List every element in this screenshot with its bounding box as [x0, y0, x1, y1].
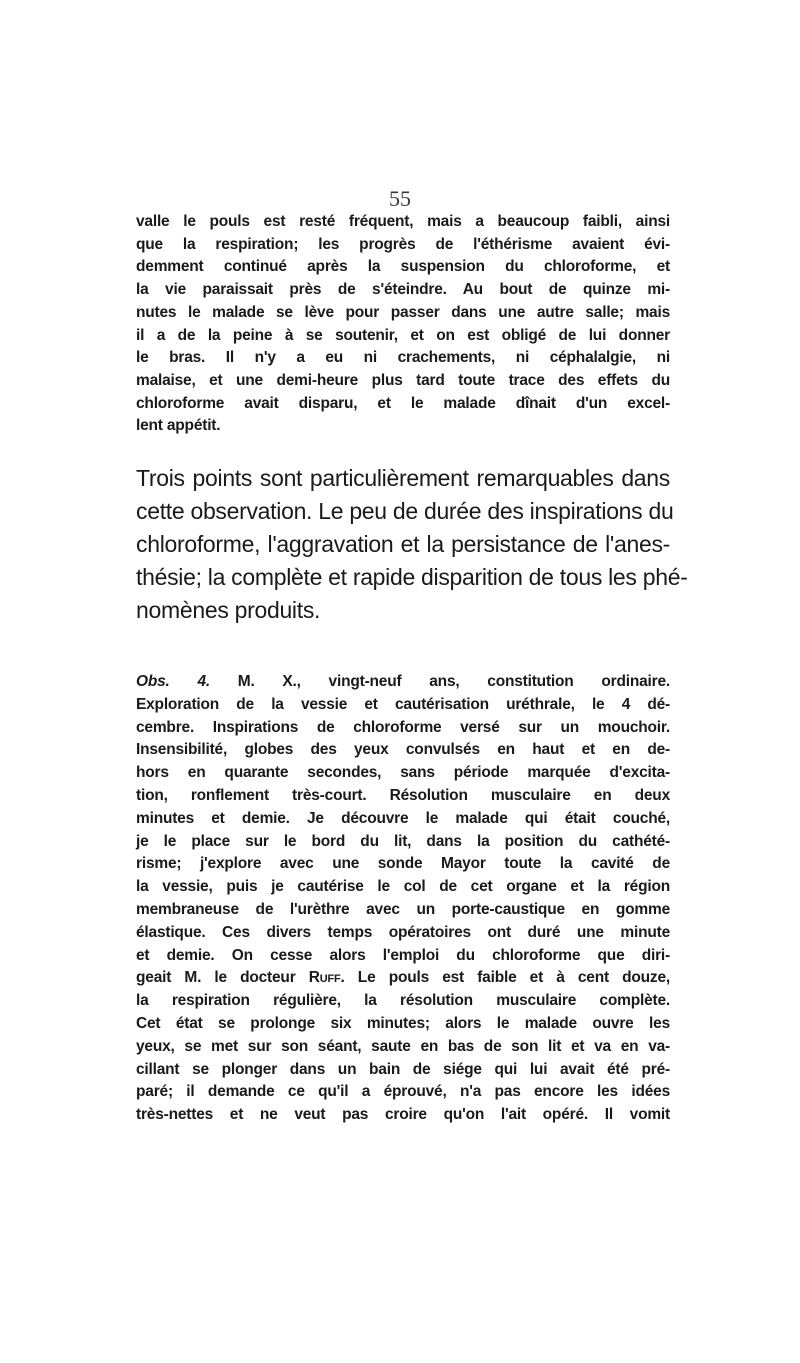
page-number: 55: [389, 186, 411, 211]
text-line: cillant se plonger dans un bain de siége qui lui avait été pré-: [136, 1060, 670, 1078]
text-line: yeux, se met sur son séant, saute en bas de son lit et va en va-: [136, 1037, 670, 1055]
text-line: et demie. On cesse alors l'emploi du chloroforme que diri-: [136, 946, 670, 964]
text-line: Insensibilité, globes des yeux convulsés en haut et en de-: [136, 741, 670, 759]
text-line: malaise, et une demi-heure plus tard toute trace des effets du: [136, 371, 670, 389]
text-line: [136, 967, 670, 990]
doctor-line-start: geait M. le docteur: [136, 969, 309, 987]
text-line: nutes le malade se lève pour passer dans une autre salle; mais: [136, 303, 670, 321]
text-line: valle le pouls est resté fréquent, mais a beaucoup faibli, ainsi: [136, 213, 670, 230]
text-line: lent appétit.: [136, 417, 221, 435]
text-line: hors en quarante secondes, sans période marquée d'excita-: [136, 764, 670, 782]
text-line: il a de la peine à se soutenir, et on est obligé de lui donner: [136, 326, 670, 344]
observation-intro: M. X., vingt-neuf ans, constitution ordinaire.: [209, 673, 670, 690]
text-line: très-nettes et ne veut pas croire qu'on l'ait opéré. Il vomit: [136, 1106, 670, 1124]
text-line: risme; j'explore avec une sonde Mayor toute la cavité de: [136, 855, 670, 873]
paragraph-case-conclusion: [136, 211, 670, 438]
text-line: [136, 671, 670, 694]
text-line: Cet état se prolonge six minutes; alors le malade ouvre les: [136, 1014, 670, 1032]
text-line: cembre. Inspirations de chloroforme versé sur un mouchoir.: [136, 718, 670, 736]
text-line: le bras. Il n'y a eu ni crachements, ni céphalalgie, ni: [136, 349, 670, 367]
text-line: élastique. Ces divers temps opératoires ont duré une minute: [136, 923, 670, 941]
text-line: nomènes produits.: [136, 597, 321, 623]
paragraph-remarks: [136, 462, 688, 627]
text-line: je le place sur le bord du lit, dans la position du cathété-: [136, 832, 670, 850]
doctor-line-end: . Le pouls est faible et à cent douze,: [340, 969, 670, 987]
text-line: la vessie, puis je cautérise le col de cet organe et la région: [136, 878, 670, 896]
text-line: la vie paraissait près de s'éteindre. Au bout de quinze mi-: [136, 281, 670, 299]
doctor-name: Ruff: [308, 969, 341, 987]
text-line: minutes et demie. Je découvre le malade qui était couché,: [136, 809, 670, 827]
text-line: thésie; la complète et rapide disparition de tous les phé-: [136, 564, 688, 590]
text-line: Trois points sont particulièrement remarquables dans: [136, 465, 670, 491]
observation-label: Obs. 4.: [136, 673, 210, 690]
text-line: tion, ronflement très-court. Résolution musculaire en deux: [136, 786, 670, 804]
text-line: que la respiration; les progrès de l'éthérisme avaient évi-: [136, 235, 670, 253]
text-line: chloroforme, l'aggravation et la persistance de l'anes-: [136, 531, 670, 557]
text-line: Exploration de la vessie et cautérisation uréthrale, le 4 dé-: [136, 695, 670, 713]
text-line: chloroforme avait disparu, et le malade dînait d'un excel-: [136, 394, 670, 412]
text-line: paré; il demande ce qu'il a éprouvé, n'a pas encore les idées: [136, 1083, 670, 1101]
text-line: demment continué après la suspension du chloroforme, et: [136, 258, 670, 276]
paragraph-observation-4: [136, 671, 670, 1127]
text-line: cette observation. Le peu de durée des inspirations du: [136, 498, 674, 524]
text-line: la respiration régulière, la résolution musculaire complète.: [136, 992, 670, 1010]
text-line: membraneuse de l'urèthre avec un porte-caustique en gomme: [136, 900, 670, 918]
